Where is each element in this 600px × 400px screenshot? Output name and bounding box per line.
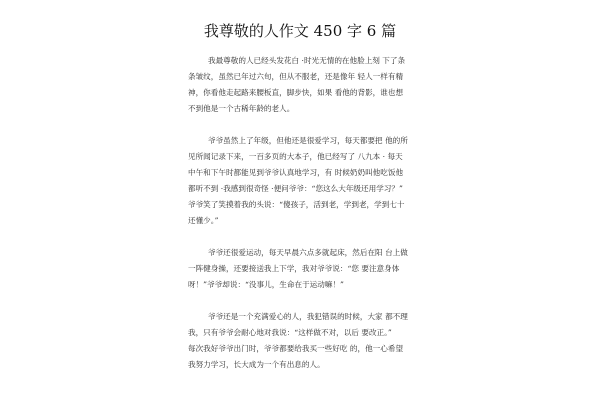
paragraph-line: 见所闻记录下来，一百多页的大本子，他已经写了 八九本 · 每天 [188, 152, 403, 161]
paragraph-line: 爷爷笑了笑摸着我的头说：“傻孩子，活到老，学到老，学到七十 [188, 200, 405, 209]
paragraph-line: 不到他是一个古稀年龄的老人。 [188, 104, 295, 113]
paragraph-line: 还懂少。” [188, 216, 219, 225]
paragraph-4 [188, 309, 424, 373]
page-title: 我尊敬的人作文 450 字 6 篇 [203, 22, 397, 40]
article-body [188, 53, 424, 389]
paragraph-line: 神，你看他走起路来腰板直，脚步快，如果 看他的背影，谁也想 [188, 88, 404, 97]
paragraph-2 [188, 133, 424, 229]
paragraph-line: 我最尊敬的人已经头发花白 ·时光无情的在他脸上刻 下了条 [208, 56, 406, 65]
paragraph-line: 我努力学习，长大成为一个有出息的人。 [188, 360, 325, 369]
paragraph-3 [188, 245, 424, 293]
paragraph-line: 每次我好爷爷出门时，爷爷都要给我买一些好吃 的，他一心希望 [188, 344, 404, 353]
paragraph-1 [188, 53, 424, 117]
paragraph-line: 条皱纹，虽然已年过六旬，但从不服老，还是像年 轻人一样有精 [188, 72, 404, 81]
paragraph-line: 中午和下午时都能见到爷爷认真地学习，有 时候奶奶叫他吃饭他 [188, 168, 404, 177]
paragraph-line: 我，只有爷爷会耐心地对我说：“这样做不对，以后 要改正。” [188, 328, 392, 337]
paragraph-line: 一阵健身操，还要接送我上下学，我对爷爷说：“您 要注意身体 [188, 264, 400, 273]
paragraph-line: 爷爷虽然上了年级，但他还是很爱学习，每天都要把 他的所 [208, 136, 408, 145]
paragraph-line: 呀！”爷爷却说：“没事儿，生命在于运动嘛！” [188, 280, 344, 289]
paragraph-line: 爷爷还很爱运动，每天早晨六点多就起床，然后在阳 台上做 [208, 248, 408, 257]
paragraph-line: 都听不到 ·我感到很奇怪 ·便问爷爷：“您这么大年级还用学习？” [188, 184, 403, 193]
paragraph-line: 爷爷还是一个充满爱心的人，我犯错误的时候，大家 都不理 [208, 312, 408, 321]
